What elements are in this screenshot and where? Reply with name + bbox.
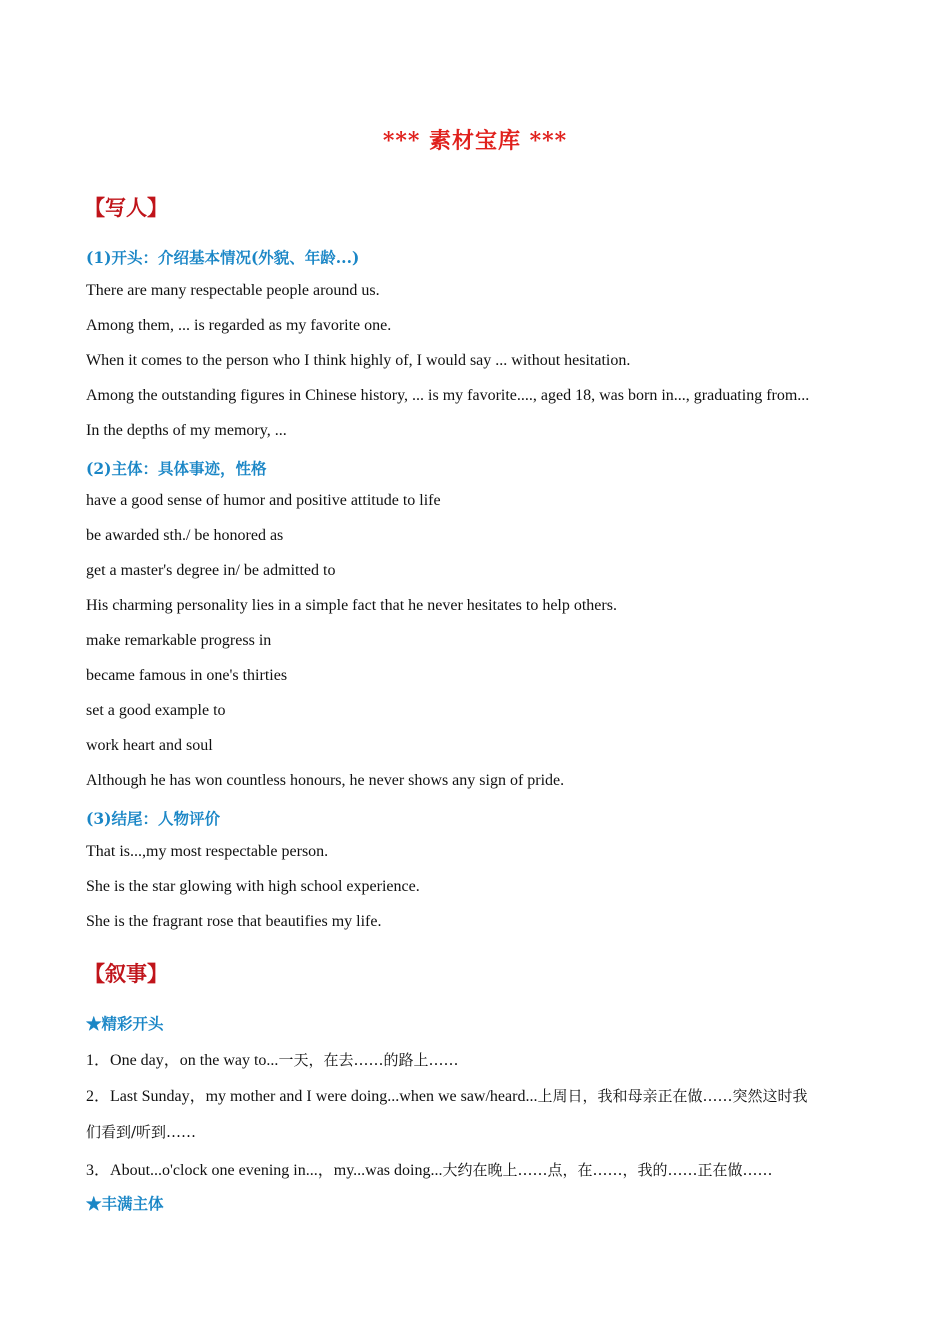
- item-english: About...o'clock one evening in...，my...was doing...: [110, 1162, 443, 1179]
- list-item: [86, 1157, 773, 1180]
- list-item: [86, 1047, 458, 1070]
- list-item-continuation: 们看到/听到……: [86, 1123, 197, 1141]
- text-line: get a master's degree in/ be admitted to: [86, 562, 336, 579]
- text-line: be awarded sth./ be honored as: [86, 527, 284, 544]
- text-line: When it comes to the person who I think highly of, I would say ... without hesitation.: [86, 352, 631, 369]
- item-english: One day，on the way to...: [110, 1052, 279, 1069]
- text-line: Among the outstanding figures in Chinese history, ... is my favorite...., aged 18, was born in..., graduating from...: [86, 387, 810, 404]
- text-line: In the depths of my memory, ...: [86, 422, 287, 439]
- text-line: His charming personality lies in a simple fact that he never hesitates to help others.: [86, 597, 617, 614]
- text-line: That is...,my most respectable person.: [86, 843, 329, 860]
- subheading-body: (2)主体：具体事迹，性格: [86, 459, 267, 478]
- text-line: There are many respectable people around us.: [86, 282, 380, 299]
- text-line: She is the fragrant rose that beautifies my life.: [86, 913, 382, 930]
- text-line: She is the star glowing with high school experience.: [86, 878, 420, 895]
- subheading-rich-body: ★丰满主体: [86, 1194, 164, 1213]
- text-line: have a good sense of humor and positive attitude to life: [86, 492, 441, 509]
- item-chinese: 大约在晚上……点，在……，我的……正在做……: [442, 1161, 773, 1179]
- text-line: Although he has won countless honours, he never shows any sign of pride.: [86, 772, 565, 789]
- item-english: Last Sunday，my mother and I were doing...when we saw/heard...: [110, 1088, 538, 1105]
- item-chinese: 一天，在去……的路上……: [278, 1051, 459, 1069]
- section-heading-write-person: 【写人】: [84, 195, 168, 220]
- item-chinese: 上周日，我和母亲正在做……突然这时我: [537, 1087, 808, 1105]
- item-number: 1．: [86, 1052, 111, 1069]
- item-number: 2．: [86, 1088, 111, 1105]
- text-line: work heart and soul: [86, 737, 213, 754]
- subheading-great-opening: ★精彩开头: [86, 1014, 164, 1033]
- subheading-opening: (1)开头：介绍基本情况(外貌、年龄...): [86, 248, 360, 267]
- text-line: Among them, ... is regarded as my favorite one.: [86, 317, 392, 334]
- text-line: make remarkable progress in: [86, 632, 272, 649]
- list-item: [86, 1083, 807, 1106]
- page-title: *** 素材宝库 ***: [382, 128, 568, 154]
- item-number: 3．: [86, 1162, 111, 1179]
- text-line: became famous in one's thirties: [86, 667, 288, 684]
- subheading-ending: (3)结尾：人物评价: [86, 809, 220, 828]
- section-heading-narrative: 【叙事】: [84, 961, 168, 986]
- text-line: set a good example to: [86, 702, 226, 719]
